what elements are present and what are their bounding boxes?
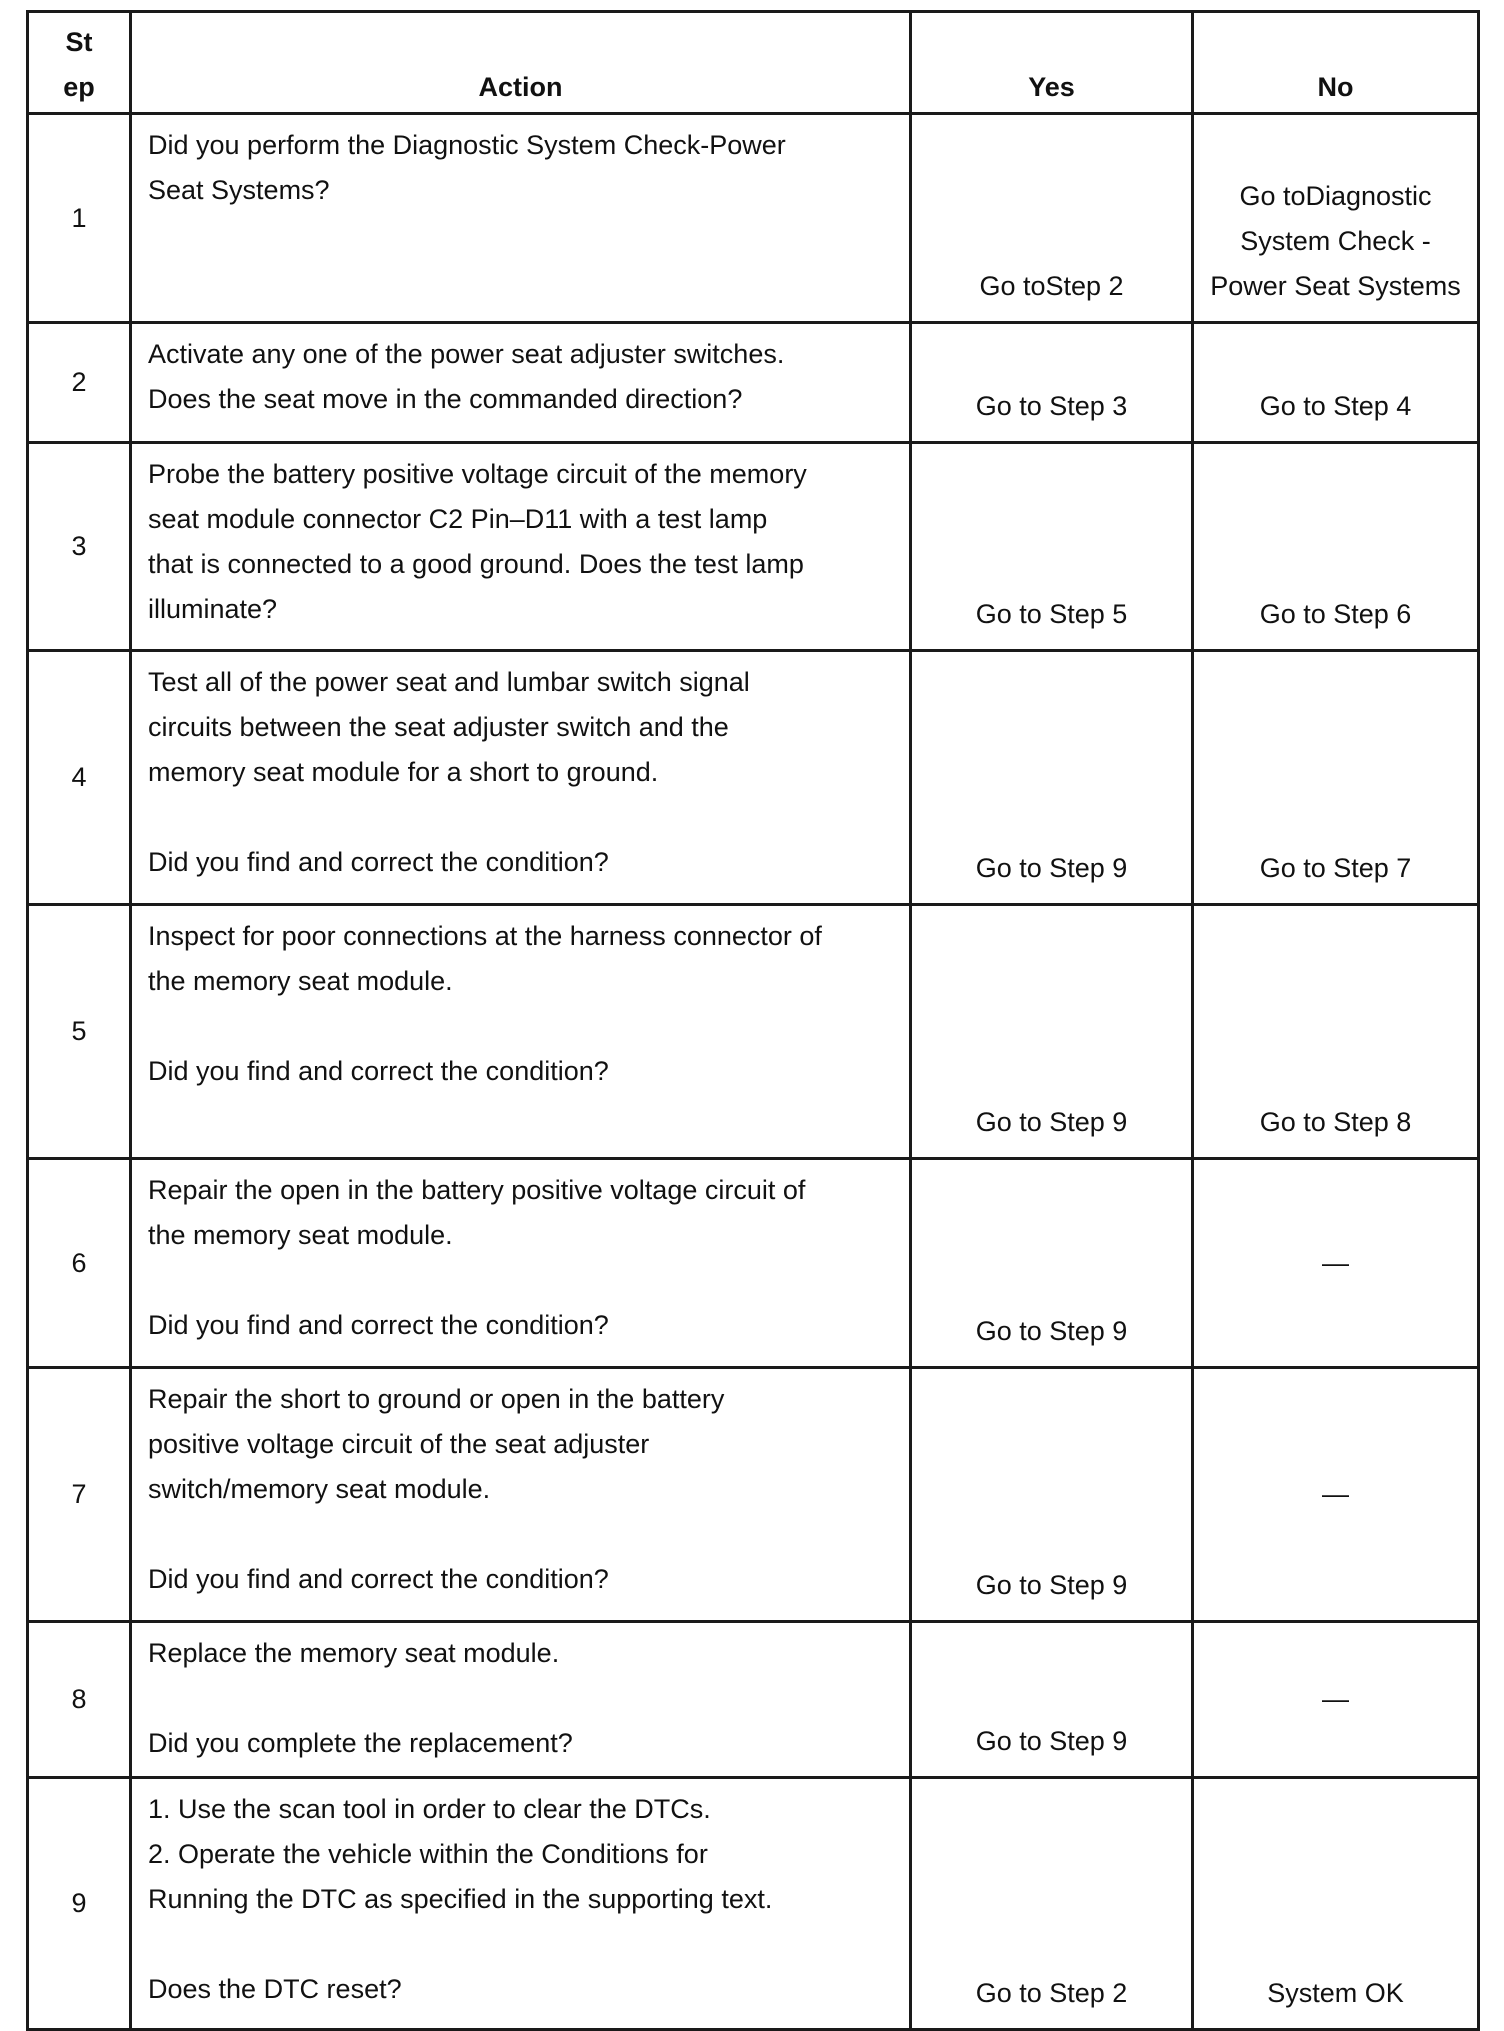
action-text-line — [148, 1922, 895, 1967]
action-text-line: that is connected to a good ground. Does the test lamp — [148, 549, 804, 579]
action-cell — [131, 1778, 911, 2030]
action-text-line: Seat Systems? — [148, 175, 330, 205]
table-row — [28, 1778, 1479, 2030]
action-cell — [131, 323, 911, 443]
action-text-line: Repair the open in the battery positive voltage circuit of — [148, 1175, 806, 1205]
action-text-line: illuminate? — [148, 594, 278, 624]
step-number: 9 — [28, 1778, 131, 2030]
step-number: 4 — [28, 651, 131, 905]
diagnostic-table — [26, 10, 1480, 2031]
action-text-line: Did you find and correct the condition? — [148, 847, 609, 877]
action-cell — [131, 1368, 911, 1622]
action-text-line: circuits between the seat adjuster switch and the — [148, 712, 729, 742]
step-number: 3 — [28, 443, 131, 651]
action-text-line: Did you find and correct the condition? — [148, 1564, 609, 1594]
action-text-line: Did you perform the Diagnostic System Check-Power — [148, 130, 786, 160]
action-text-line: memory seat module for a short to ground. — [148, 757, 659, 787]
action-text-line: Does the seat move in the commanded direction? — [148, 384, 743, 414]
action-text-line: the memory seat module. — [148, 966, 453, 996]
action-text-line: Does the DTC reset? — [148, 1974, 402, 2004]
action-text-line — [148, 795, 895, 840]
step-number: 2 — [28, 323, 131, 443]
action-text-line — [148, 1512, 895, 1557]
action-cell — [131, 1622, 911, 1778]
action-text-line: Test all of the power seat and lumbar switch signal — [148, 667, 750, 697]
action-text-line: Activate any one of the power seat adjuster switches. — [148, 339, 785, 369]
yes-result: Go to Step 5 — [911, 443, 1193, 651]
yes-result: Go to Step 9 — [911, 1368, 1193, 1622]
no-column-header: No — [1193, 12, 1479, 114]
no-result: — — [1193, 1622, 1479, 1778]
step-number: 7 — [28, 1368, 131, 1622]
yes-result: Go to Step 9 — [911, 651, 1193, 905]
yes-result: Go to Step 2 — [911, 1778, 1193, 2030]
no-result: Go to Step 7 — [1193, 651, 1479, 905]
action-cell — [131, 443, 911, 651]
table-row — [28, 323, 1479, 443]
action-cell — [131, 905, 911, 1159]
table-body — [28, 114, 1479, 2030]
action-text-line — [148, 1004, 895, 1049]
no-result: Go toDiagnostic System Check - Power Seat Systems — [1193, 114, 1479, 323]
step-column-header — [28, 12, 131, 114]
action-text-line: 1. Use the scan tool in order to clear the DTCs. — [148, 1794, 711, 1824]
action-text-line: positive voltage circuit of the seat adjuster — [148, 1429, 650, 1459]
no-result: Go to Step 4 — [1193, 323, 1479, 443]
no-result: System OK — [1193, 1778, 1479, 2030]
action-text-line: 2. Operate the vehicle within the Conditions for — [148, 1839, 708, 1869]
action-text-line: Did you find and correct the condition? — [148, 1056, 609, 1086]
yes-result: Go to Step 9 — [911, 1622, 1193, 1778]
action-column-header: Action — [131, 12, 911, 114]
step-number: 5 — [28, 905, 131, 1159]
no-result: — — [1193, 1368, 1479, 1622]
action-cell — [131, 114, 911, 323]
action-text-line: Probe the battery positive voltage circuit of the memory — [148, 459, 807, 489]
action-text-line: Inspect for poor connections at the harness connector of — [148, 921, 822, 951]
table-row — [28, 651, 1479, 905]
action-text-line — [148, 1258, 895, 1303]
step-header-line1: St — [65, 27, 93, 57]
table-row — [28, 114, 1479, 323]
no-result: Go to Step 6 — [1193, 443, 1479, 651]
yes-result: Go toStep 2 — [911, 114, 1193, 323]
table-row — [28, 1159, 1479, 1368]
yes-result: Go to Step 9 — [911, 1159, 1193, 1368]
table-row — [28, 443, 1479, 651]
action-cell — [131, 1159, 911, 1368]
step-number: 6 — [28, 1159, 131, 1368]
action-text-line — [148, 1676, 895, 1721]
action-text-line: Repair the short to ground or open in the battery — [148, 1384, 725, 1414]
yes-result: Go to Step 3 — [911, 323, 1193, 443]
action-text-line: Did you find and correct the condition? — [148, 1310, 609, 1340]
table-row — [28, 1622, 1479, 1778]
action-text-line: Did you complete the replacement? — [148, 1728, 573, 1758]
no-result: — — [1193, 1159, 1479, 1368]
yes-result: Go to Step 9 — [911, 905, 1193, 1159]
action-cell — [131, 651, 911, 905]
step-number: 8 — [28, 1622, 131, 1778]
table-row — [28, 905, 1479, 1159]
step-header-line2: ep — [63, 72, 95, 102]
action-text-line: the memory seat module. — [148, 1220, 453, 1250]
action-text-line: switch/memory seat module. — [148, 1474, 491, 1504]
no-result: Go to Step 8 — [1193, 905, 1479, 1159]
action-text-line: seat module connector C2 Pin–D11 with a test lamp — [148, 504, 768, 534]
step-number: 1 — [28, 114, 131, 323]
action-text-line: Running the DTC as specified in the supporting text. — [148, 1884, 773, 1914]
yes-column-header: Yes — [911, 12, 1193, 114]
header-row — [28, 12, 1479, 114]
action-text-line: Replace the memory seat module. — [148, 1638, 560, 1668]
table-row — [28, 1368, 1479, 1622]
